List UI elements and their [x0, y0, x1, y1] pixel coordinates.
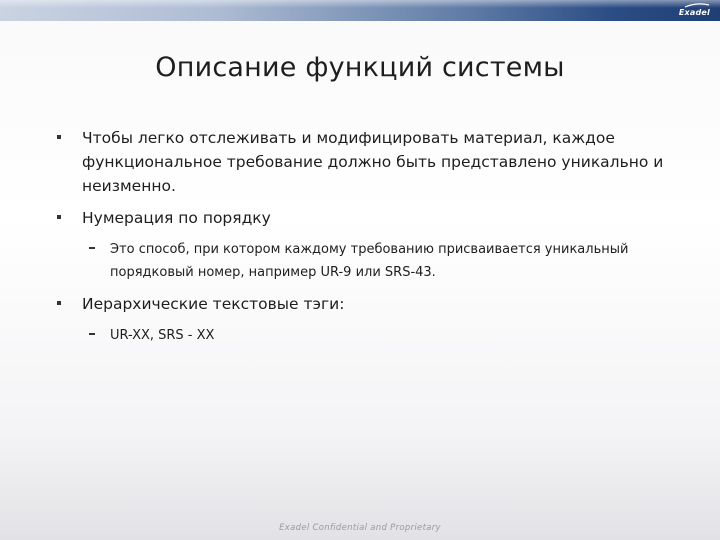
logo-text: Exadel — [678, 8, 710, 17]
sub-bullet-text: Это способ, при котором каждому требованию присваивается уникальный порядковый номер, например UR-9 или SRS-43. — [110, 242, 629, 280]
slide-title: Описание функций системы — [155, 52, 565, 83]
exadel-logo — [679, 3, 710, 19]
sub-bullet-marker — [89, 333, 95, 335]
bullet-text: Нумерация по порядку — [82, 209, 271, 227]
bullet-item — [52, 126, 692, 198]
sub-bullet-item — [52, 238, 692, 284]
sub-bullet-text: UR-XX, SRS - XX — [110, 328, 215, 343]
header-band — [0, 0, 720, 21]
footer-confidential: Exadel Confidential and Proprietary — [279, 523, 441, 533]
bullet-marker — [57, 135, 61, 139]
bullet-item — [52, 292, 692, 316]
bullet-marker — [57, 301, 61, 305]
sub-bullet-item — [52, 324, 692, 347]
bullet-marker — [57, 215, 61, 219]
bullet-list — [52, 126, 692, 355]
bullet-text: Иерархические текстовые тэги: — [82, 295, 345, 313]
bullet-text: Чтобы легко отслеживать и модифицировать материал, каждое функциональное требование должно быть представлено уникально и неизменно. — [82, 129, 664, 195]
sub-bullet-marker — [89, 247, 95, 249]
bullet-item — [52, 206, 692, 230]
logo-swoosh-icon — [684, 3, 710, 8]
